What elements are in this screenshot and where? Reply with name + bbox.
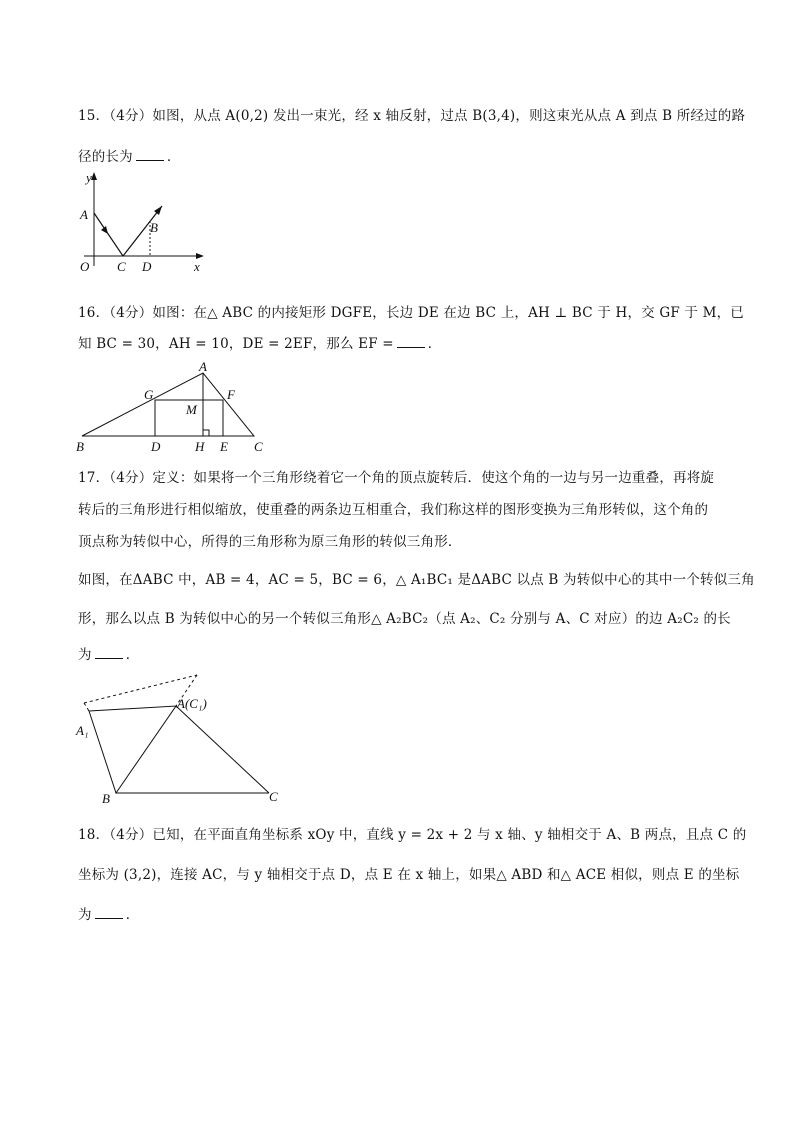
q16-label-f: F xyxy=(227,387,235,402)
q16-answer-blank[interactable] xyxy=(397,337,425,348)
q15-figure xyxy=(70,168,210,278)
q16-line-2 xyxy=(78,332,441,352)
q15-label-d: D xyxy=(142,259,152,274)
q15-line-1: 15．（4分）如图，从点 A(0,2) 发出一束光，经 x 轴反射，过点 B(3,4)，则这束光从点 A 到点 B 所经过的路 xyxy=(78,108,746,124)
q16-line-2-end: ． xyxy=(427,336,442,352)
q16-right-angle-mark xyxy=(203,430,209,436)
q18-line-3 xyxy=(78,903,139,923)
q15-ray-ac xyxy=(94,213,123,256)
q18-line-1: 18．（4分）已知，在平面直角坐标系 xOy 中，直线 y = 2x + 2 与 x 轴、y 轴相交于 A、B 两点，且点 C 的 xyxy=(78,827,747,843)
q16-label-h: H xyxy=(195,439,205,454)
q16-label-m: M xyxy=(186,402,197,417)
q17-line-6 xyxy=(78,643,139,663)
q17-line-3: 顶点称为转似中心，所得的三角形称为原三角形的转似三角形． xyxy=(78,534,462,550)
q17-label-a-c1: A(C₁) xyxy=(177,696,207,711)
q17-line-5: 形，那么以点 B 为转似中心的另一个转似三角形△ A₂BC₂（点 A₂、C₂ 分别与 A、C 对应）的边 A₂C₂ 的长 xyxy=(78,611,731,627)
q16-label-g: G xyxy=(144,387,154,402)
q15-line-2-text: 径的长为 xyxy=(78,149,133,165)
q15-label-y: y xyxy=(86,170,92,185)
q16-label-c: C xyxy=(254,439,263,454)
q17-figure xyxy=(70,668,290,808)
q16-label-d: D xyxy=(151,439,161,454)
q16-label-b: B xyxy=(76,439,84,454)
q17-side-ac xyxy=(176,706,269,793)
q15-y-arrow xyxy=(91,172,97,180)
q17-line-4: 如图，在ΔABC 中，AB = 4，AC = 5，BC = 6，△ A₁BC₁ 是ΔABC 以点 B 为转似中心的其中一个转似三角 xyxy=(78,572,755,588)
q18-line-2: 坐标为 (3,2)，连接 AC，与 y 轴相交于点 D，点 E 在 x 轴上，如果△ ABD 和△ ACE 相似，则点 E 的坐标 xyxy=(78,867,740,883)
q16-line-2-text: 知 BC = 30，AH = 10，DE = 2EF，那么 EF = xyxy=(78,336,394,352)
q17-line-6-end: ． xyxy=(125,647,140,663)
q17-line-1: 17．（4分）定义：如果将一个三角形绕着它一个角的顶点旋转后．使这个角的一边与另一边重叠，再将旋 xyxy=(78,470,715,486)
q15-line-2-end: ． xyxy=(166,149,181,165)
q16-triangle-abc xyxy=(82,373,254,436)
q17-answer-blank[interactable] xyxy=(95,648,123,659)
q17-line-2: 转后的三角形进行相似缩放，使重叠的两条边互相重合，我们称这样的图形变换为三角形转似，这个角的 xyxy=(78,502,709,518)
q17-line-6-text: 为 xyxy=(78,647,92,663)
q15-line-2 xyxy=(78,145,181,165)
q17-label-a1: A₁ xyxy=(76,723,89,738)
q15-ray-arrow-1 xyxy=(101,226,108,234)
q18-answer-blank[interactable] xyxy=(95,908,123,919)
q15-label-o: O xyxy=(80,259,90,274)
q17-triangle-a1bc1 xyxy=(89,706,176,793)
q16-label-e: E xyxy=(220,439,228,454)
q17-dashed-short xyxy=(84,703,89,711)
q17-label-c: C xyxy=(269,789,278,804)
q15-label-b: B xyxy=(150,220,158,235)
q15-answer-blank[interactable] xyxy=(136,150,164,161)
q15-label-c: C xyxy=(117,259,126,274)
q16-line-1: 16．（4分）如图：在△ ABC 的内接矩形 DGFE，长边 DE 在边 BC 上，AH ⊥ BC 于 H，交 GF 于 M，已 xyxy=(78,305,744,321)
q18-line-3-end: ． xyxy=(125,907,140,923)
q16-figure xyxy=(72,356,272,456)
q15-label-x: x xyxy=(194,259,200,274)
q15-label-a: A xyxy=(80,207,88,222)
q18-line-3-text: 为 xyxy=(78,907,92,923)
q15-ray-arrow-2 xyxy=(154,206,162,215)
q17-label-b: B xyxy=(102,791,110,806)
q16-label-a: A xyxy=(199,359,207,374)
